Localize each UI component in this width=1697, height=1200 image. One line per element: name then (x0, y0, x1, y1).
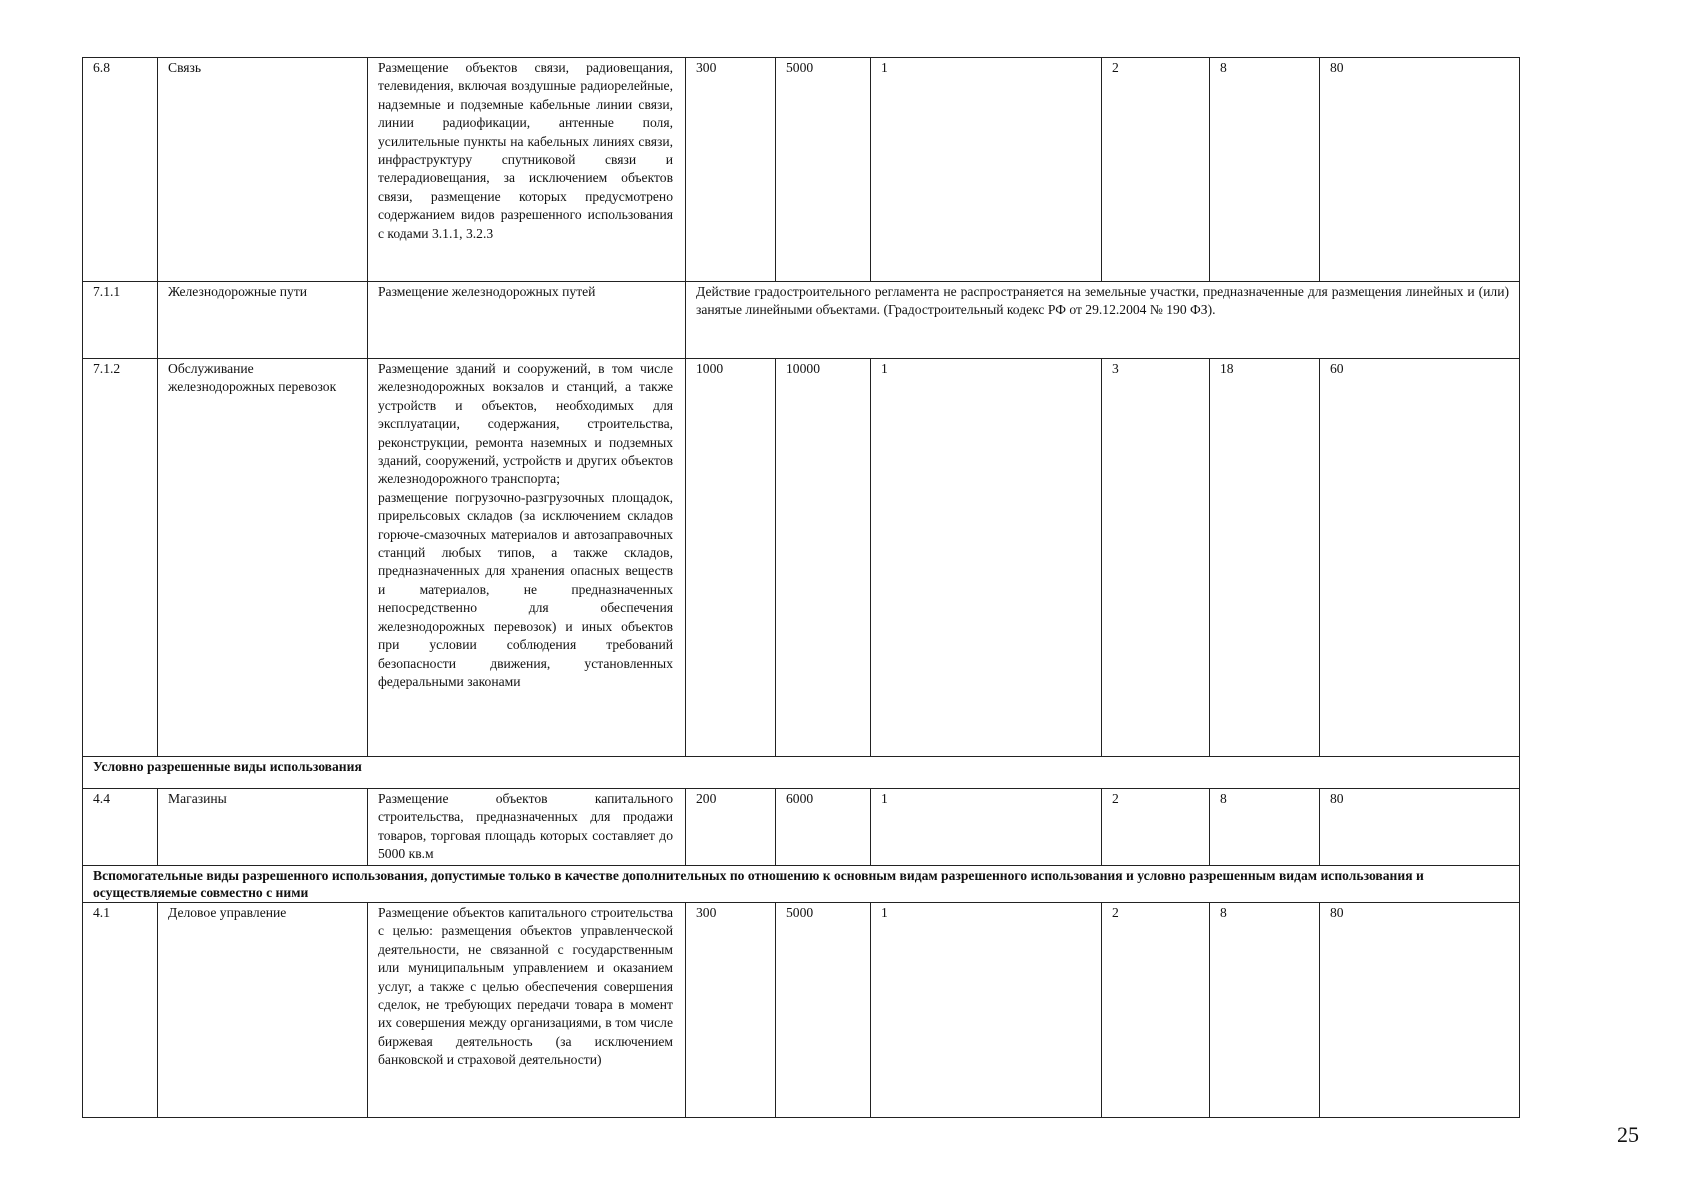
setback-cell: 1 (871, 359, 1102, 757)
height-cell: 8 (1210, 789, 1320, 866)
table-row (83, 58, 1690, 282)
min-area-cell: 1000 (686, 359, 776, 757)
max-area-cell: 10000 (776, 359, 871, 757)
max-area-cell: 5000 (776, 903, 871, 1118)
edge-cell (1520, 282, 1690, 359)
description-cell: Размещение объектов капитального строительства, предназначенных для продажи товаров, торговая площадь которых составляет до 5000 кв.м (368, 789, 686, 866)
min-area-cell: 300 (686, 903, 776, 1118)
coverage-cell: 80 (1320, 903, 1520, 1118)
setback-cell: 1 (871, 903, 1102, 1118)
floors-cell: 2 (1102, 789, 1210, 866)
edge-cell (1520, 58, 1690, 282)
regulation-note: Действие градостроительного регламента не распространяется на земельные участки, предназначенные для размещения линейных и (или) занятые линейными объектами. (Градостроительный кодекс РФ от 29.12.2004 № 190 ФЗ). (686, 282, 1520, 359)
name-cell: Связь (158, 58, 368, 282)
coverage-cell: 80 (1320, 58, 1520, 282)
floors-cell: 2 (1102, 903, 1210, 1118)
setback-cell: 1 (871, 789, 1102, 866)
section-row (83, 866, 1690, 903)
floors-cell: 3 (1102, 359, 1210, 757)
setback-cell: 1 (871, 58, 1102, 282)
code-cell: 7.1.2 (83, 359, 158, 757)
section-row (83, 757, 1690, 789)
name-cell: Обслуживание железнодорожных перевозок (158, 359, 368, 757)
page-number: 25 (1617, 1122, 1639, 1147)
code-cell: 7.1.1 (83, 282, 158, 359)
code-cell: 4.1 (83, 903, 158, 1118)
height-cell: 8 (1210, 903, 1320, 1118)
name-cell: Железнодорожные пути (158, 282, 368, 359)
description-cell (368, 359, 686, 757)
table-row (83, 789, 1690, 866)
name-cell: Магазины (158, 789, 368, 866)
max-area-cell: 5000 (776, 58, 871, 282)
min-area-cell: 300 (686, 58, 776, 282)
code-cell: 4.4 (83, 789, 158, 866)
edge-cell (1520, 359, 1690, 757)
description-cell: Размещение объектов связи, радиовещания, телевидения, включая воздушные радиорелейные, надземные и подземные кабельные линии связи, линии радиофикации, антенные поля, усилительные пункты на кабельных линиях связи, инфраструктуру спутниковой связи и телерадиовещания, за исключением объектов связи, размещение которых предусмотрено содержанием видов разрешенного использования с кодами 3.1.1, 3.2.3 (368, 58, 686, 282)
height-cell: 18 (1210, 359, 1320, 757)
coverage-cell: 60 (1320, 359, 1520, 757)
description-cell: Размещение железнодорожных путей (368, 282, 686, 359)
land-use-table (82, 57, 1690, 1118)
floors-cell: 2 (1102, 58, 1210, 282)
min-area-cell: 200 (686, 789, 776, 866)
edge-cell (1520, 757, 1690, 789)
section-heading-conditional: Условно разрешенные виды использования (83, 757, 1520, 789)
coverage-cell: 80 (1320, 789, 1520, 866)
table-row (83, 903, 1690, 1118)
description-part-1: Размещение зданий и сооружений, в том числе железнодорожных вокзалов и станций, а также устройств и объектов, необходимых для эксплуатации, содержания, строительства, реконструкции, ремонта наземных и подземных зданий, сооружений, устройств и других объектов железнодорожного транспорта; (378, 361, 673, 487)
edge-cell (1520, 903, 1690, 1118)
description-part-2: размещение погрузочно-разгрузочных площадок, прирельсовых складов (за исключением складов горюче-смазочных материалов и автозаправочных станций любых типов, а также складов, предназначенных для хранения опасных веществ и материалов, не предназначенных непосредственно для обеспечения железнодорожных перевозок) и иных объектов при условии соблюдения требований безопасности движения, установленных федеральными законами (378, 489, 673, 689)
max-area-cell: 6000 (776, 789, 871, 866)
name-cell: Деловое управление (158, 903, 368, 1118)
edge-cell (1520, 789, 1690, 866)
description-cell: Размещение объектов капитального строительства с целью: размещения объектов управленческой деятельности, не связанной с государственным или муниципальным управлением и оказанием услуг, а также с целью обеспечения совершения сделок, не требующих передачи товара в момент их совершения между организациями, в том числе биржевая деятельность (за исключением банковской и страховой деятельности) (368, 903, 686, 1118)
table-row (83, 359, 1690, 757)
edge-cell (1520, 866, 1690, 903)
code-cell: 6.8 (83, 58, 158, 282)
table-row (83, 282, 1690, 359)
height-cell: 8 (1210, 58, 1320, 282)
section-heading-auxiliary: Вспомогательные виды разрешенного использования, допустимые только в качестве дополнительных по отношению к основным видам разрешенного использования и условно разрешенным видам использования и осуществляемые совместно с ними (83, 866, 1520, 903)
